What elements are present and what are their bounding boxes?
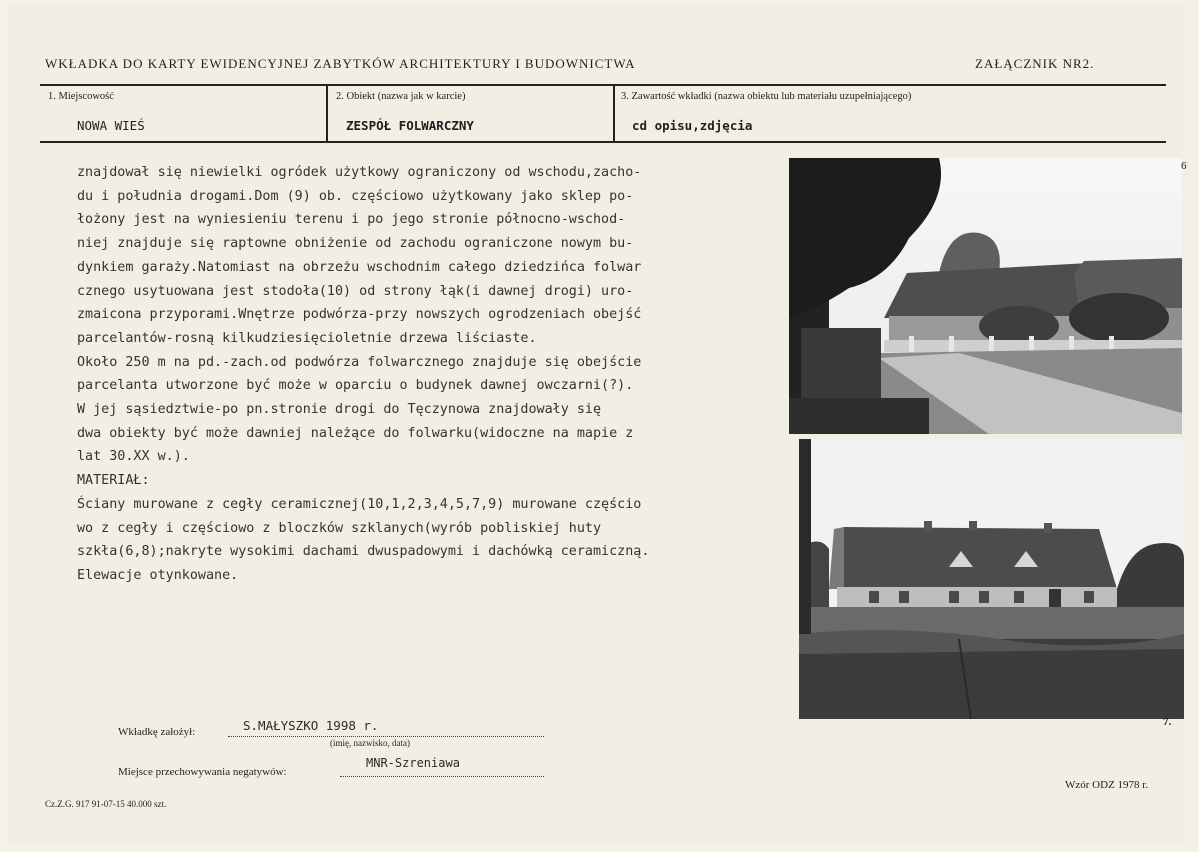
photo-farm-buildings xyxy=(789,158,1182,434)
body-line: du i południa drogami.Dom (9) ob. częściowo użytkowany jako sklep po- xyxy=(77,188,634,204)
author-hint: (imię, nazwisko, data) xyxy=(330,738,410,748)
photo-number-7: 7. xyxy=(1163,716,1172,728)
body-line: parcelanta utworzone być może w oparciu o budynek dawnej owczarni(?). xyxy=(77,378,634,394)
object-label: 2. Obiekt (nazwa jak w karcie) xyxy=(336,91,466,102)
storage-value: MNR-Szreniawa xyxy=(366,756,460,770)
author-label: Wkładkę założył: xyxy=(118,726,196,738)
body-line: szkła(6,8);nakryte wysokimi dachami dwuspadowymi i dachówką ceramiczną. xyxy=(77,544,650,560)
field-divider-2 xyxy=(613,86,615,142)
storage-dotted-line xyxy=(340,776,544,777)
fields-bottom-rule xyxy=(40,141,1166,143)
author-value: S.MAŁYSZKO 1998 r. xyxy=(243,718,379,733)
field-divider-1 xyxy=(326,86,328,142)
body-line: Około 250 m na pd.-zach.od podwórza folwarcznego znajduje się obejście xyxy=(77,354,642,370)
body-line: wo z cegły i częściowo z bloczków szklanych(wyrób pobliskiej huty xyxy=(77,520,602,536)
place-value: NOWA WIEŚ xyxy=(77,118,145,133)
body-line: parcelantów-rosną kilkudziesięcioletnie drzewa liściaste. xyxy=(77,330,537,346)
body-line: MATERIAŁ: xyxy=(77,473,150,489)
photo-number-6: 6 xyxy=(1181,160,1187,172)
place-label: 1. Miejscowość xyxy=(48,91,114,102)
body-line: dwa obiekty być może dawniej należące do folwarku(widoczne na mapie z xyxy=(77,425,634,441)
form-pattern: Wzór ODZ 1978 r. xyxy=(1065,779,1149,791)
content-value: cd opisu,zdjęcia xyxy=(632,118,753,133)
body-line: lat 30.XX w.). xyxy=(77,449,190,465)
content-label: 3. Zawartość wkładki (nazwa obiektu lub materiału uzupełniającego) xyxy=(621,91,912,102)
print-info: Cz.Z.G. 917 91-07-15 40.000 szt. xyxy=(45,799,167,809)
storage-label: Miejsce przechowywania negatywów: xyxy=(118,766,287,778)
body-line: Ściany murowane z cegły ceramicznej(10,1,2,3,4,5,7,9) murowane częścio xyxy=(77,496,642,512)
body-line: Elewacje otynkowane. xyxy=(77,567,239,583)
body-line: znajdował się niewielki ogródek użytkowy ograniczony od wschodu,zacho- xyxy=(77,165,642,180)
photo-house xyxy=(799,439,1184,719)
body-line: W jej sąsiedztwie-po pn.stronie drogi do Tęczynowa znajdowały się xyxy=(77,402,602,418)
body-line: cznego usytuowana jest stodoła(10) od strony łąk(i dawnej drogi) uro- xyxy=(77,283,634,299)
header-rule xyxy=(40,84,1166,86)
body-line: zmaicona przyporami.Wnętrze podwórza-przy nowszych ogrodzeniach obejść xyxy=(77,307,642,323)
body-line: dynkiem garaży.Natomiast na obrzeżu wschodnim całego dziedzińca folwar xyxy=(77,259,642,275)
annex-number: ZAŁĄCZNIK NR2. xyxy=(975,56,1095,71)
body-line: łożony jest na wyniesieniu terenu i po jego stronie północno-wschod- xyxy=(77,212,626,228)
document-title: WKŁADKA DO KARTY EWIDENCYJNEJ ZABYTKÓW ARCHITEKTURY I BUDOWNICTWA xyxy=(45,56,636,71)
author-dotted-line xyxy=(228,736,544,737)
body-line: niej znajduje się raptowne obniżenie od zachodu ograniczone nowym bu- xyxy=(77,236,634,252)
object-value: ZESPÓŁ FOLWARCZNY xyxy=(346,118,474,133)
description-text xyxy=(77,161,789,588)
